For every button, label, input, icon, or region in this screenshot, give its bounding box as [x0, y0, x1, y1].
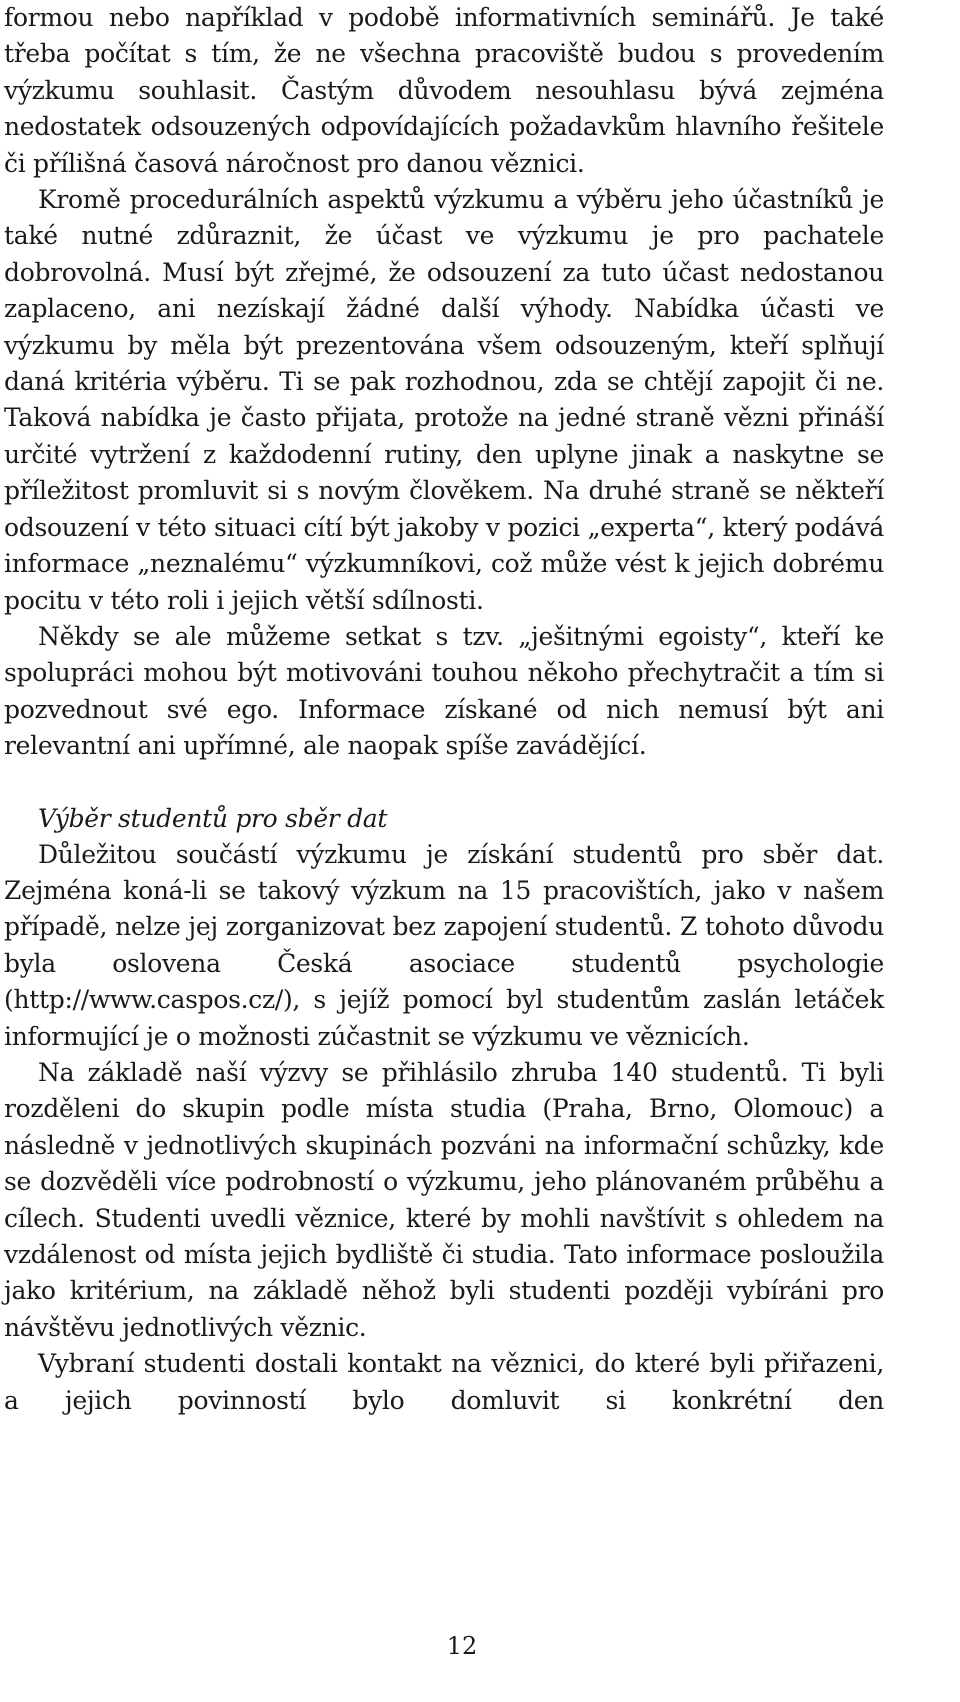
paragraph-6: Vybraní studenti dostali kontakt na věznici, do které byli přiřazeni, a jejich povinností bylo domluvit si konkrétní den: [4, 1349, 884, 1415]
document-page: [4, 0, 884, 1419]
page-number: 12: [446, 1632, 478, 1660]
paragraph-1: formou nebo například v podobě informativních seminářů. Je také třeba počítat s tím, že ne všechna pracoviště budou s provedením výzkumu souhlasit. Častým důvodem nesouhlasu bývá zejména nedostatek odsouzených odpovídajících požadavkům hlavního řešitele či přílišná časová náročnost pro danou věznici.: [4, 3, 884, 178]
section-heading: Výběr studentů pro sběr dat: [38, 803, 388, 833]
paragraph-2: Kromě procedurálních aspektů výzkumu a výběru jeho účastníků je také nutné zdůraznit, že účast ve výzkumu je pro pachatele dobrovolná. Musí být zřejmé, že odsouzení za tuto účast nedostanou zaplaceno, ani nezískají žádné další výhody. Nabídka účasti ve výzkumu by měla být prezentována všem odsouzeným, kteří splňují daná kritéria výběru. Ti se pak rozhodnou, zda se chtějí zapojit či ne. Taková nabídka je často přijata, protože na jedné straně vězni přináší určité vytržení z každodenní rutiny, den uplyne jinak a naskytne se příležitost promluvit si s novým člověkem. Na druhé straně se někteří odsouzení v této situaci cítí být jakoby v pozici „experta“, který podává informace „neznalému“ výzkumníkovi, což může vést k jejich dobrému pocitu v této roli i jejich větší sdílnosti.: [4, 185, 884, 615]
paragraph-5: Na základě naší výzvy se přihlásilo zhruba 140 studentů. Ti byli rozděleni do skupin podle místa studia (Praha, Brno, Olomouc) a následně v jednotlivých skupinách pozváni na informační schůzky, kde se dozvěděli více podrobností o výzkumu, jeho plánovaném průběhu a cílech. Studenti uvedli věznice, které by mohli navštívit s ohledem na vzdálenost od místa jejich bydliště či studia. Tato informace posloužila jako kritérium, na základě něhož byli studenti později vybíráni pro návštěvu jednotlivých věznic.: [4, 1057, 884, 1342]
paragraph-3: Někdy se ale můžeme setkat s tzv. „ješitnými egoisty“, kteří ke spolupráci mohou být motivováni touhou někoho přechytračit a tím si pozvednout své ego. Informace získané od nich nemusí být ani relevantní ani upřímné, ale naopak spíše zavádějící.: [4, 621, 884, 761]
paragraph-4: Důležitou součástí výzkumu je získání studentů pro sběr dat. Zejména koná-li se takový výzkum na 15 pracovištích, jako v našem případě, nelze jej zorganizovat bez zapojení studentů. Z tohoto důvodu byla oslovena Česká asociace studentů psychologie (http://www.caspos.cz/), s jejíž pomocí byl studentům zaslán letáček informující je o možnosti zúčastnit se výzkumu ve věznicích.: [4, 839, 884, 1051]
